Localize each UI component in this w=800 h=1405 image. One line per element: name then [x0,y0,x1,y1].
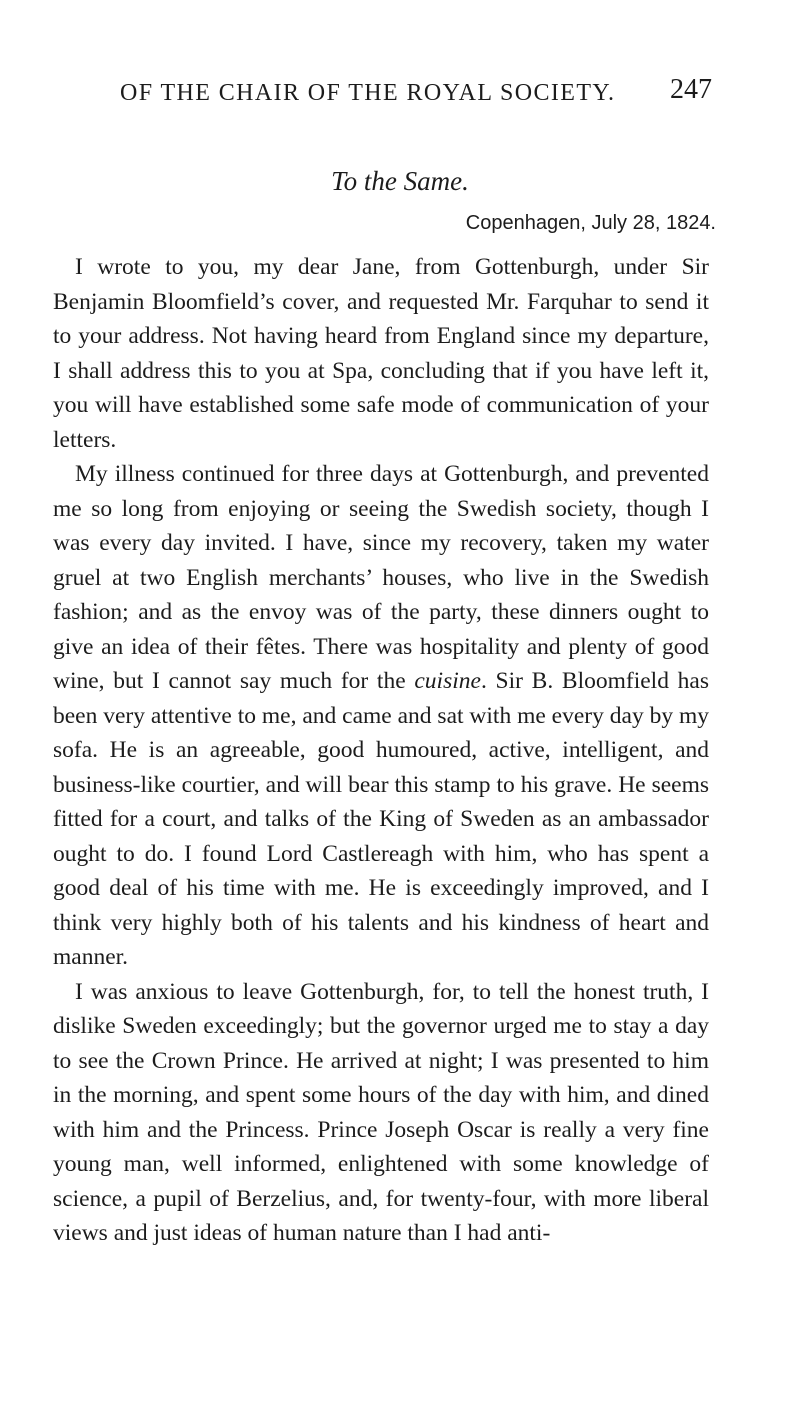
paragraph-3-text: I was anxious to leave Gottenburgh, for, to tell the honest truth, I dislike Sweden exceedingly; but the governor urged me to stay a day to see the Crown Prince. He arrived at night; I was presented to him in the morning, and spent some hours of the day with him, and dined with him and the Princess. Prince Joseph Oscar is really a very fine young man, well informed, enlightened with some knowledge of science, a pupil of Berzelius, and, for twenty-four, with more liberal views and just ideas of human nature than I had anti- [53,978,709,1246]
running-title: OF THE CHAIR OF THE ROYAL SOCIETY. [120,80,616,106]
letter-dateline: Copenhagen, July 28, 1824. [465,212,716,234]
letter-body [53,250,709,1251]
letter-heading: To the Same. [331,166,469,196]
paragraph-1-text: I wrote to you, my dear Jane, from Gottenburgh, under Sir Benjamin Bloomfield’s cover, and requested Mr. Farquhar to send it to your address. Not having heard from England since my departure, I shall address this to you at Spa, concluding that if you have left it, you will have established some safe mode of communication of your letters. [53,254,709,453]
running-head [120,74,712,114]
paragraph-2-text-a: My illness continued for three days at Gottenburgh, and prevented me so long from enjoying or seeing the Swedish society, though I was every day invited. I have, since my recovery, taken my water gruel at two English merchants’ houses, who live in the Swedish fashion; and as the envoy was of the party, these dinners ought to give an idea of their fêtes. There was hospitality and plenty of good wine, but I cannot say much for the [53,461,709,694]
paragraph-3 [53,975,709,1251]
paragraph-2 [53,457,709,975]
paragraph-2-italic-cuisine: cuisine [414,668,481,694]
paragraph-1 [53,250,709,457]
paragraph-2-text-b: . Sir B. Bloomfield has been very attentive to me, and came and sat with me every day by my sofa. He is an agreeable, good humoured, active, intelligent, and business-like courtier, and will bear this stamp to his grave. He seems fitted for a court, and talks of the King of Sweden as an ambassador ought to do. I found Lord Castlereagh with him, who has spent a good deal of his time with me. He is exceedingly improved, and I think very highly both of his talents and his kindness of heart and manner. [53,668,709,970]
page-number: 247 [670,74,712,105]
